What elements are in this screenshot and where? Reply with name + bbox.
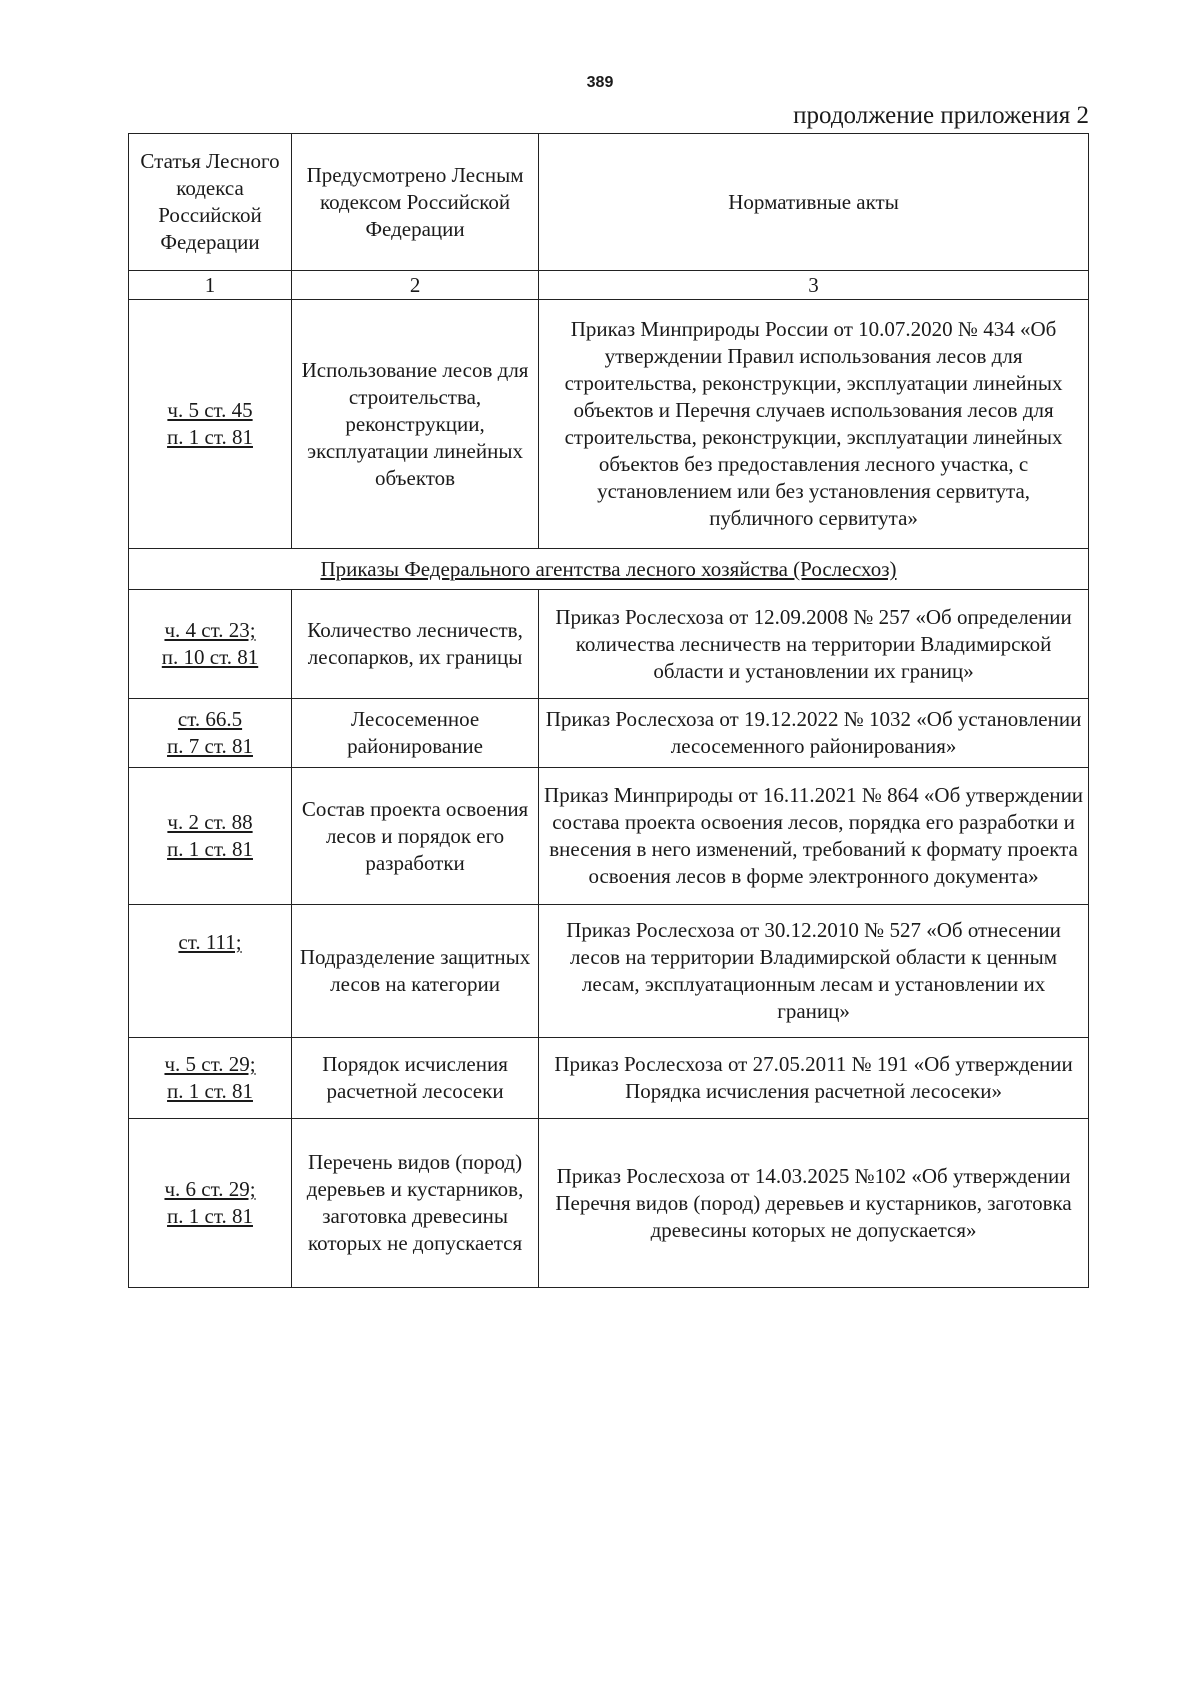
column-number: 1 — [129, 271, 292, 300]
act-cell: Приказ Рослесхоза от 30.12.2010 № 527 «Об отнесении лесов на территории Владимирской области к ценным лесам, эксплуатационным лесам и установлении их границ» — [539, 905, 1089, 1038]
table-row — [129, 1119, 1089, 1288]
article-link[interactable]: п. 1 ст. 81 — [167, 837, 253, 861]
article-cell — [129, 905, 292, 1038]
act-cell: Приказ Рослесхоза от 14.03.2025 №102 «Об утверждении Перечня видов (пород) деревьев и кустарников, заготовка древесины которых не допускается» — [539, 1119, 1089, 1288]
page-number: 389 — [586, 74, 614, 91]
article-cell — [129, 300, 292, 549]
provision-cell: Использование лесов для строительства, реконструкции, эксплуатации линейных объектов — [292, 300, 539, 549]
provision-cell: Состав проекта освоения лесов и порядок его разработки — [292, 768, 539, 905]
article-link[interactable]: п. 1 ст. 81 — [167, 1079, 253, 1103]
table-row — [129, 905, 1089, 1038]
column-number: 3 — [539, 271, 1089, 300]
act-cell: Приказ Рослесхоза от 12.09.2008 № 257 «Об определении количества лесничеств на территории Владимирской области и установлении их границ» — [539, 590, 1089, 699]
article-link[interactable]: п. 1 ст. 81 — [167, 425, 253, 449]
article-link[interactable]: ч. 5 ст. 29; — [164, 1052, 256, 1076]
article-link[interactable]: п. 1 ст. 81 — [167, 1204, 253, 1228]
provision-cell: Порядок исчисления расчетной лесосеки — [292, 1038, 539, 1119]
article-link[interactable]: ч. 6 ст. 29; — [164, 1177, 256, 1201]
act-cell: Приказ Минприроды России от 10.07.2020 № 434 «Об утверждении Правил использования лесов для строительства, реконструкции, эксплуатации линейных объектов и Перечня случаев использования лесов для строительства, реконструкции, эксплуатации линейных объектов без предоставления лесного участка, с установлением или без установления сервитута, публичного сервитута» — [539, 300, 1089, 549]
provision-cell: Перечень видов (пород) деревьев и кустарников, заготовка древесины которых не допускается — [292, 1119, 539, 1288]
article-link[interactable]: п. 7 ст. 81 — [167, 734, 253, 758]
table-row — [129, 768, 1089, 905]
article-cell — [129, 1119, 292, 1288]
header-article: Статья Лесного кодекса Российской Федерации — [129, 134, 292, 271]
article-link[interactable]: ст. 66.5 — [177, 707, 243, 731]
table-row — [129, 1038, 1089, 1119]
section-title: Приказы Федерального агентства лесного хозяйства (Рослесхоз) — [129, 549, 1089, 590]
article-cell — [129, 768, 292, 905]
act-cell: Приказ Рослесхоза от 19.12.2022 № 1032 «Об установлении лесосеменного районирования» — [539, 699, 1089, 768]
section-row — [129, 549, 1089, 590]
normative-acts-table — [128, 133, 1089, 1288]
article-cell — [129, 590, 292, 699]
article-link[interactable]: ч. 4 ст. 23; — [164, 618, 256, 642]
act-cell: Приказ Рослесхоза от 27.05.2011 № 191 «Об утверждении Порядка исчисления расчетной лесосеки» — [539, 1038, 1089, 1119]
provision-cell: Подразделение защитных лесов на категории — [292, 905, 539, 1038]
column-number: 2 — [292, 271, 539, 300]
table-row — [129, 590, 1089, 699]
article-link[interactable]: ч. 5 ст. 45 — [167, 398, 253, 422]
continuation-label: продолжение приложения 2 — [793, 102, 1089, 129]
article-link[interactable]: п. 10 ст. 81 — [161, 645, 259, 669]
act-cell: Приказ Минприроды от 16.11.2021 № 864 «Об утверждении состава проекта освоения лесов, порядка его разработки и внесения в него изменений, требований к формату проекта освоения лесов в форме электронного документа» — [539, 768, 1089, 905]
header-acts: Нормативные акты — [539, 134, 1089, 271]
article-link[interactable]: ч. 2 ст. 88 — [167, 810, 253, 834]
header-provision: Предусмотрено Лесным кодексом Российской Федерации — [292, 134, 539, 271]
column-number-row — [129, 271, 1089, 300]
table-row — [129, 699, 1089, 768]
table-row — [129, 300, 1089, 549]
article-cell — [129, 699, 292, 768]
provision-cell: Количество лесничеств, лесопарков, их границы — [292, 590, 539, 699]
article-cell — [129, 1038, 292, 1119]
table-header-row — [129, 134, 1089, 271]
provision-cell: Лесосеменное районирование — [292, 699, 539, 768]
article-link[interactable]: ст. 111; — [178, 930, 242, 954]
